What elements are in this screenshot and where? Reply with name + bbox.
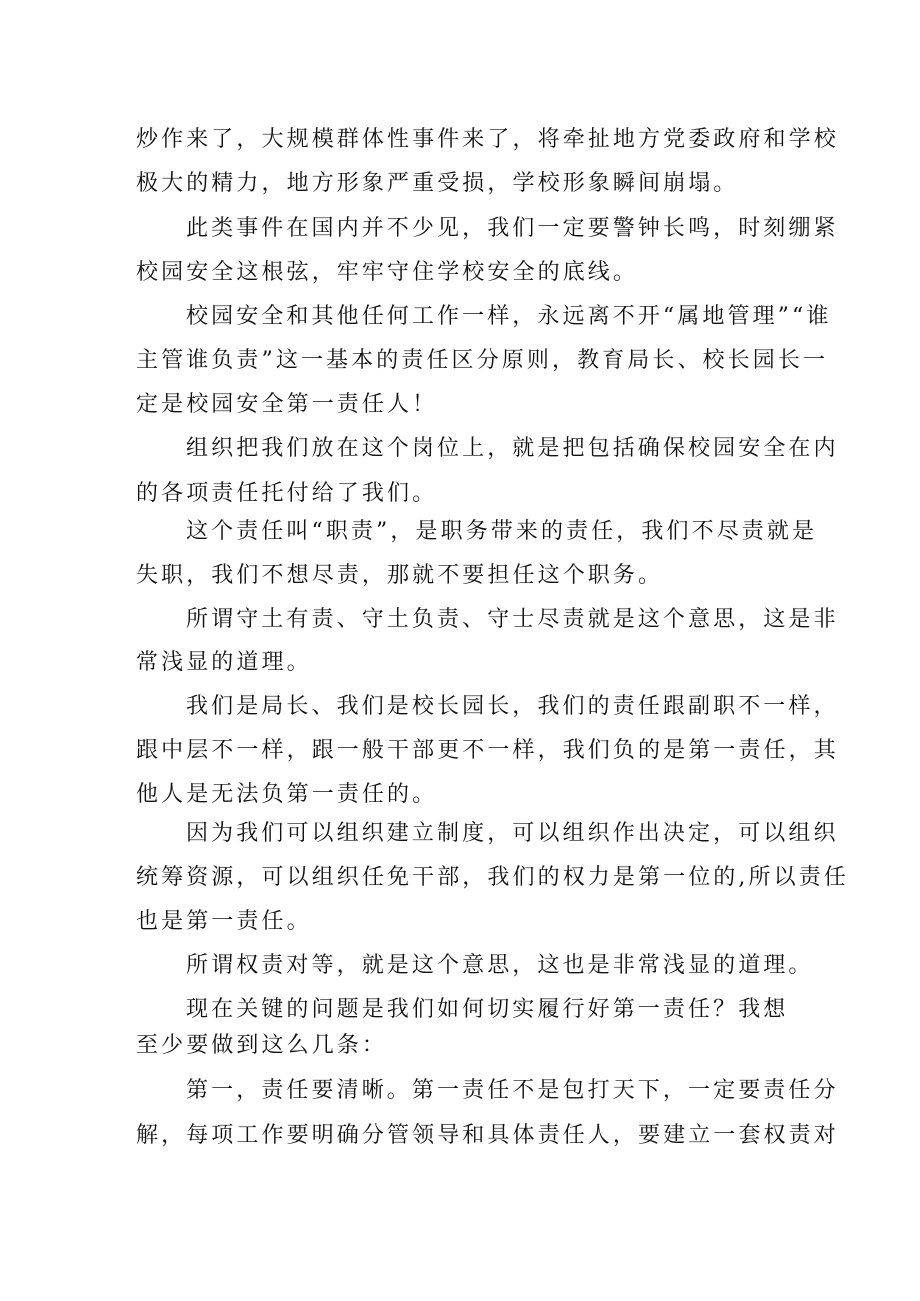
text-line: 定是校园安全第一责任人！ xyxy=(136,392,438,417)
text-line: 第一，责任要清晰。第一责任不是包打天下，一定要责任分 xyxy=(186,1078,839,1103)
text-line: 主管谁负责”这一基本的责任区分原则，教育局长、校长园长一 xyxy=(136,348,829,373)
text-line: 他人是无法负第一责任的。 xyxy=(136,782,438,807)
text-line: 解，每项工作要明确分管领导和具体责任人，要建立一套权责对 xyxy=(136,1123,839,1148)
text-line: 现在关键的问题是我们如何切实履行好第一责任？我想 xyxy=(186,997,789,1022)
text-line: 常浅显的道理。 xyxy=(136,650,312,675)
text-line: 统筹资源，可以组织任免干部，我们的权力是第一位的,所以责任 xyxy=(136,865,849,890)
text-line: 这个责任叫“职责”，是职务带来的责任，我们不尽责就是 xyxy=(186,519,818,544)
text-line: 失职，我们不想尽责，那就不要担任这个职务。 xyxy=(136,563,664,588)
text-line: 跟中层不一样，跟一般干部更不一样，我们负的是第一责任，其 xyxy=(136,738,839,763)
text-line: 的各项责任托付给了我们。 xyxy=(136,481,438,506)
text-line: 所谓权责对等，就是这个意思，这也是非常浅显的道理。 xyxy=(186,953,814,978)
text-line: 也是第一责任。 xyxy=(136,909,312,934)
text-line: 极大的精力，地方形象严重受损，学校形象瞬间崩塌。 xyxy=(136,171,739,196)
text-line: 因为我们可以组织建立制度，可以组织作出决定，可以组织 xyxy=(186,821,839,846)
text-line: 炒作来了，大规模群体性事件来了，将牵扯地方党委政府和学校 xyxy=(136,127,839,152)
text-line: 组织把我们放在这个岗位上，就是把包括确保校园安全在内 xyxy=(186,436,839,461)
text-line: 校园安全这根弦，牢牢守住学校安全的底线。 xyxy=(136,260,639,285)
text-line: 我们是局长、我们是校长园长，我们的责任跟副职不一样， xyxy=(186,694,839,719)
text-line: 所谓守土有责、守土负责、守士尽责就是这个意思，这是非 xyxy=(186,607,839,632)
text-line: 至少要做到这么几条： xyxy=(136,1033,388,1058)
text-line: 此类事件在国内并不少见，我们一定要警钟长鸣，时刻绷紧 xyxy=(186,216,839,241)
text-line: 校园安全和其他任何工作一样，永远离不开“属地管理”“谁 xyxy=(186,304,832,329)
